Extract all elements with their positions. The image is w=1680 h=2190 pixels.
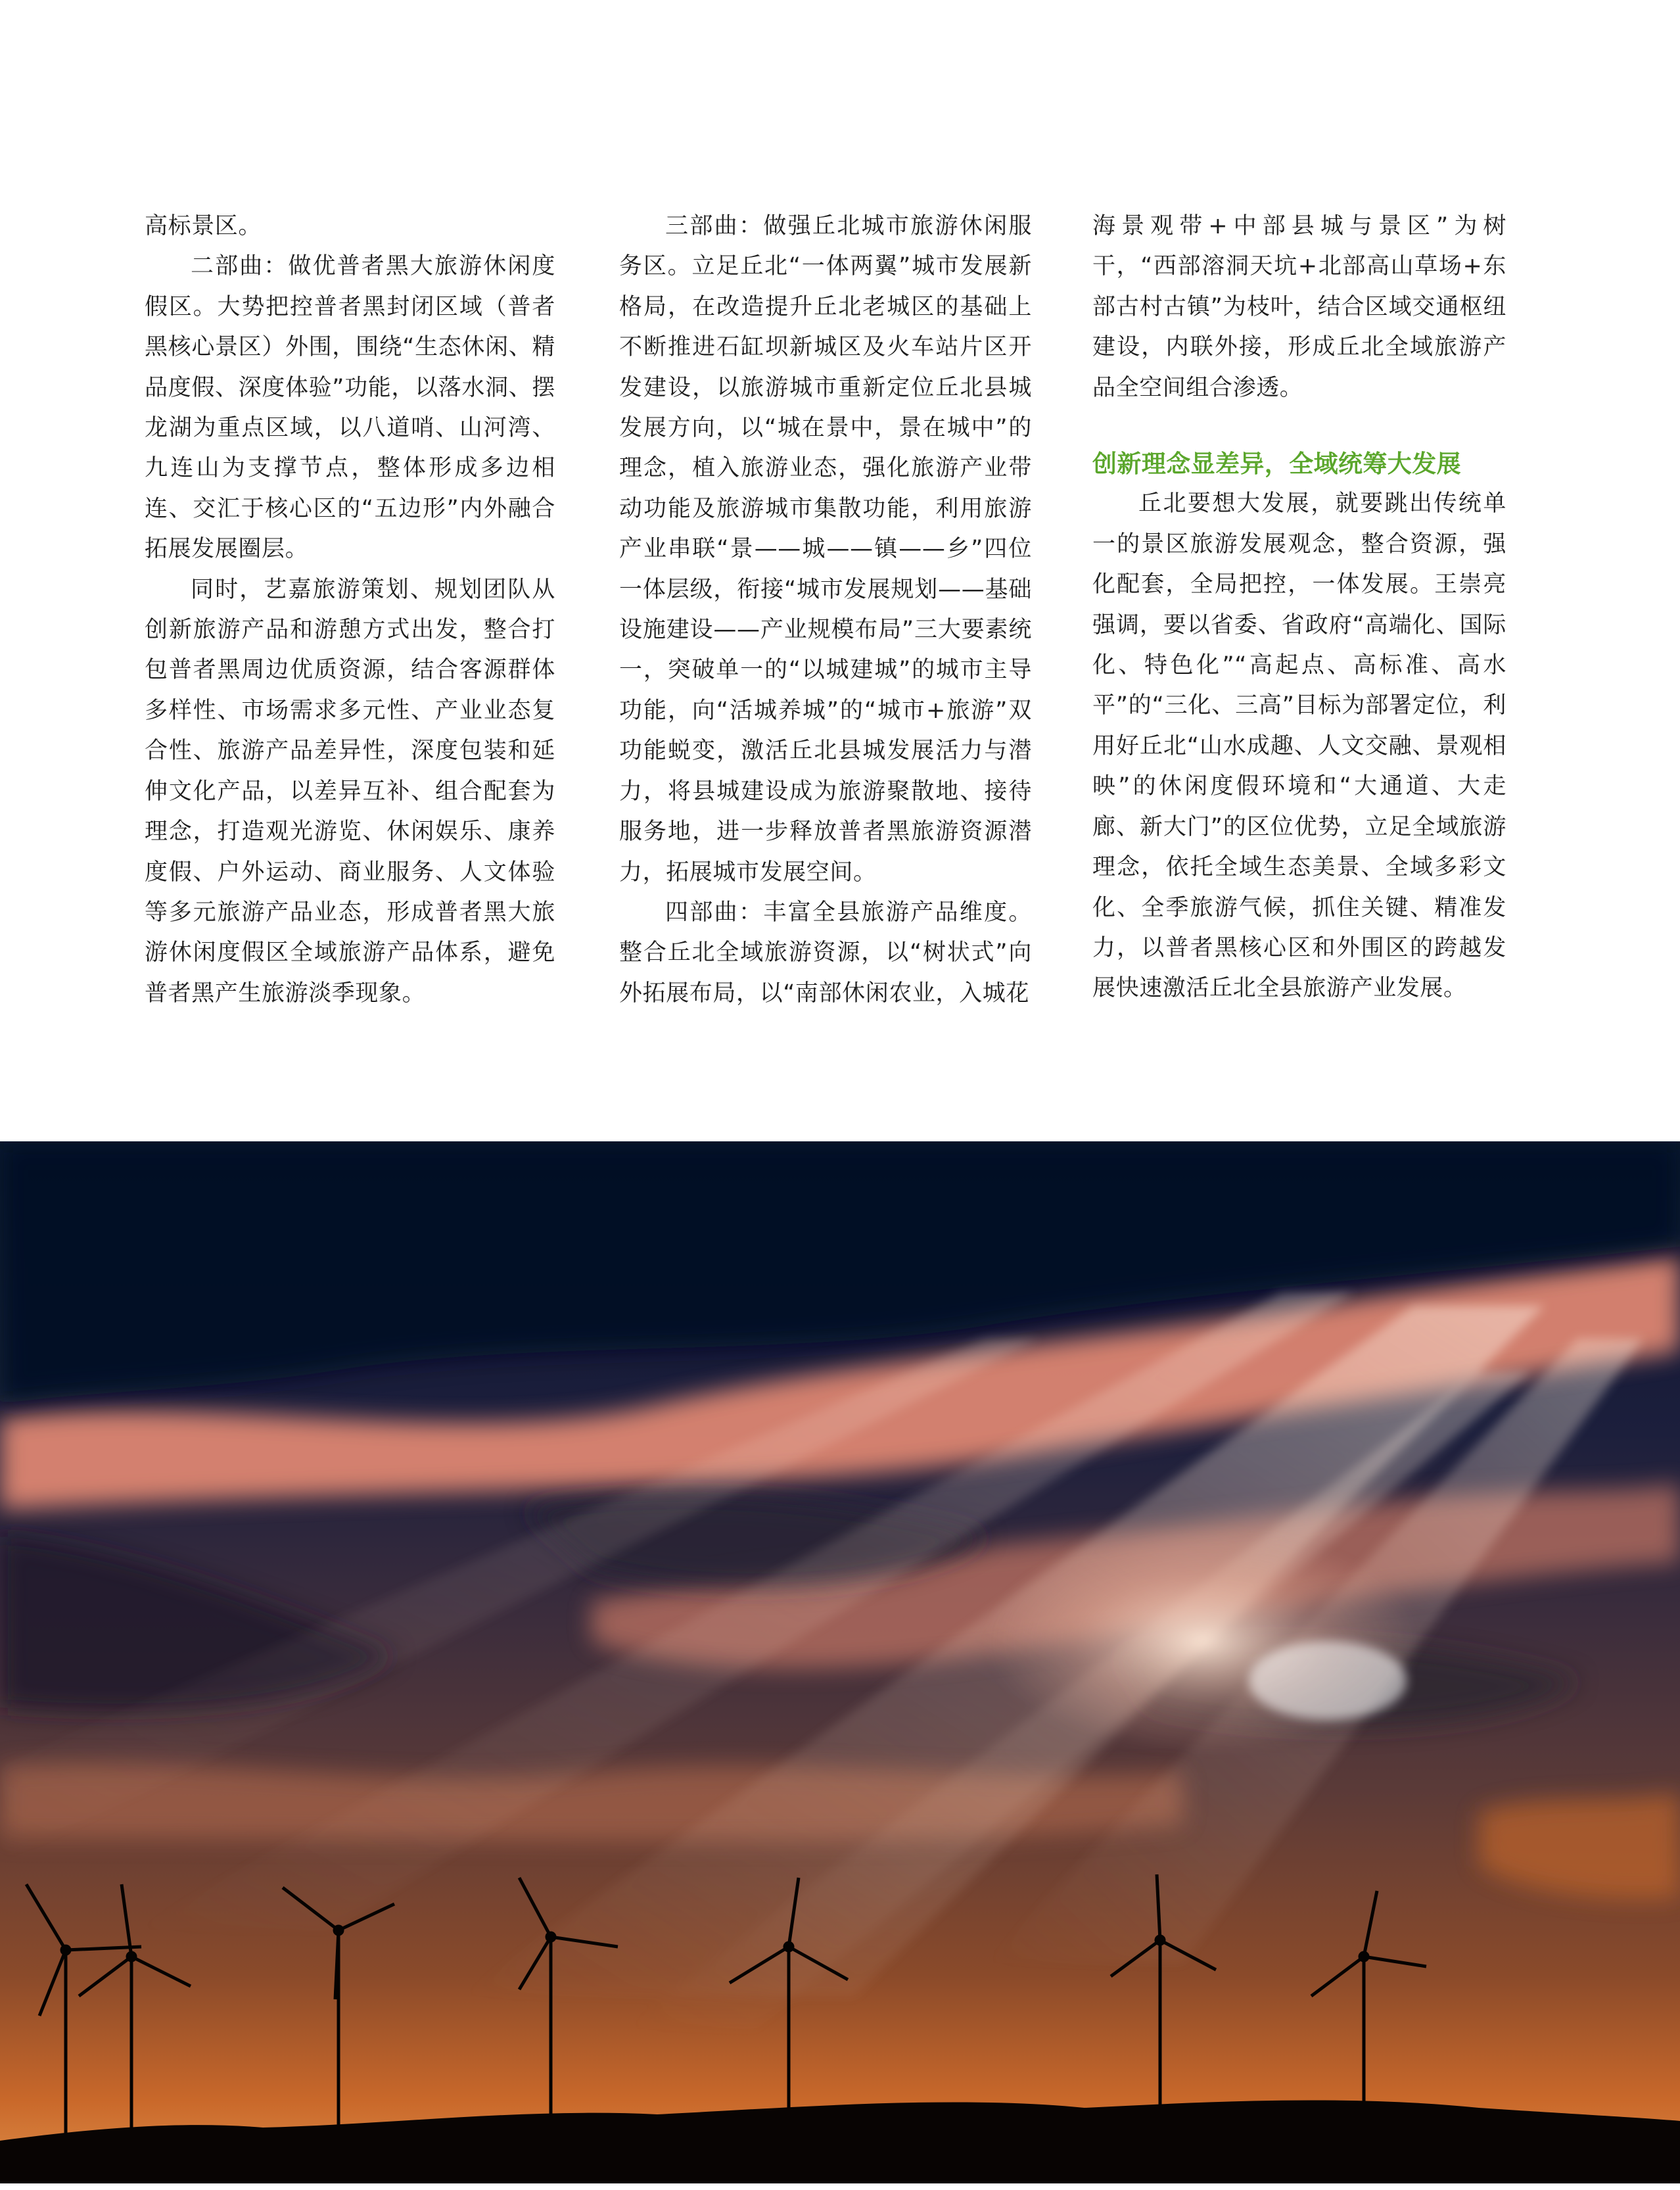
paragraph: 同时，艺嘉旅游策划、规划团队从创新旅游产品和游憩方式出发，整合打包普者黑周边优质资源，结合客源群体多样性、市场需求多元性、产业业态复合性、旅游产品差异性，深度包装和延伸文化产品，以差异互补、组合配套为理念，打造观光游览、休闲娱乐、康养度假、户外运动、商业服务、人文体验等多元旅游产品业态，形成普者黑大旅游休闲度假区全域旅游产品体系，避免普者黑产生旅游淡季现象。 xyxy=(145,576,555,1007)
sunset-wind-turbines-photo xyxy=(0,1141,1680,2183)
paragraph: 海景观带+中部县城与景区”为树干，“西部溶洞天坑+北部高山草场+东部古村古镇”为枝叶，结合区域交通枢纽建设，内联外接，形成丘北全域旅游产品全空间组合渗透。 xyxy=(1092,213,1506,401)
paragraph: 高标景区。 xyxy=(145,213,262,239)
paragraph: 三部曲：做强丘北城市旅游休闲服务区。立足丘北“一体两翼”城市发展新格局，在改造提升丘北老城区的基础上不断推进石缸坝新城区及火车站片区开发建设，以旅游城市重新定位丘北县城发展方向，以“城在景中，景在城中”的理念，植入旅游业态，强化旅游产业带动功能及旅游城市集散功能，利用旅游产业串联“景——城——镇——乡”四位一体层级，衔接“城市发展规划——基础设施建设——产业规模布局”三大要素统一，突破单一的“以城建城”的城市主导功能，向“活城养城”的“城市+旅游”双功能蜕变，激活丘北县城发展活力与潜力，将县城建设成为旅游聚散地、接待服务地，进一步释放普者黑旅游资源潜力，拓展城市发展空间。 xyxy=(619,213,1032,886)
article-column-1 xyxy=(145,206,555,1014)
paragraph: 四部曲：丰富全县旅游产品维度。整合丘北全域旅游资源，以“树状式”向外拓展布局，以“南部休闲农业，入城花 xyxy=(619,899,1032,1007)
article-column-3 xyxy=(1092,206,1506,1009)
section-heading: 创新理念显差异，全域统筹大发展 xyxy=(1092,450,1461,479)
article-column-2 xyxy=(619,206,1032,1014)
paragraph: 丘北要想大发展，就要跳出传统单一的景区旅游发展观念，整合资源，强化配套，全局把控，一体发展。王崇亮强调，要以省委、省政府“高端化、国际化、特色化”“高起点、高标准、高水平”的“三化、三高”目标为部署定位，利用好丘北“山水成趣、人文交融、景观相映”的休闲度假环境和“大通道、大走廊、新大门”的区位优势，立足全域旅游理念，依托全域生态美景、全域多彩文化、全季旅游气候，抓住关键、精准发力，以普者黑核心区和外围区的跨越发展快速激活丘北全县旅游产业发展。 xyxy=(1092,490,1506,1002)
paragraph: 二部曲：做优普者黑大旅游休闲度假区。大势把控普者黑封闭区域（普者黑核心景区）外围，围绕“生态休闲、精品度假、深度体验”功能，以落水洞、摆龙湖为重点区域，以八道哨、山河湾、九连山为支撑节点，整体形成多边相连、交汇于核心区的“五边形”内外融合拓展发展圈层。 xyxy=(145,253,555,563)
